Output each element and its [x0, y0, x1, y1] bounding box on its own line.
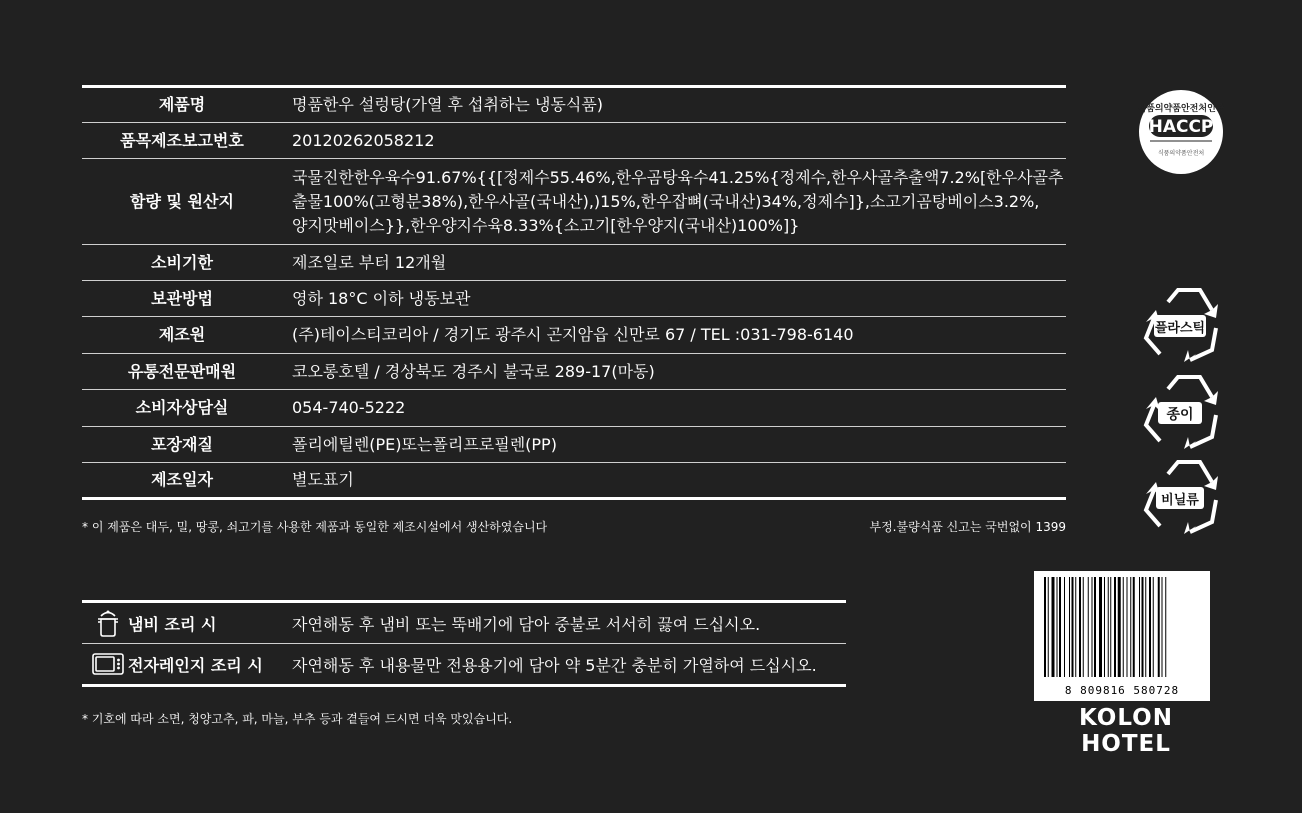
cooking-text: 자연해동 후 내용물만 전용용기에 담아 약 5분간 충분히 가열하여 드십시오. [292, 655, 817, 675]
barcode-bar [1075, 577, 1076, 677]
barcode-bar [1052, 577, 1055, 677]
barcode-bar [1130, 577, 1131, 677]
barcode [1034, 571, 1210, 701]
haccp-top-text: 식품의약품안전처인증 [1137, 104, 1225, 114]
microwave-icon [88, 644, 128, 684]
allergy-note: * 이 제품은 대두, 밀, 땅콩, 쇠고기를 사용한 제품과 동일한 제조시설에서 생산하였습니다 [82, 520, 548, 534]
info-value: 명품한우 설렁탕(가열 후 섭취하는 냉동식품) [282, 87, 1066, 123]
barcode-bar [1088, 577, 1089, 677]
barcode-bar [1127, 577, 1128, 677]
barcode-bar [1153, 577, 1154, 677]
info-value [282, 159, 1066, 245]
barcode-bar [1108, 577, 1109, 677]
info-value: 영하 18°C 이하 냉동보관 [282, 281, 1066, 317]
info-value-line: 출물100%(고형분38%),한우사골(국내산),)15%,한우잡뼈(국내산)34%,정제수]},소고기곰탕베이스3.2%, [292, 191, 1040, 211]
barcode-bar [1092, 577, 1093, 677]
brand-logo: KOLON HOTEL [1079, 705, 1173, 757]
info-value: 코오롱호텔 / 경상북도 경주시 불국로 289-17(마동) [282, 354, 1066, 390]
barcode-bar [1142, 577, 1144, 677]
info-row [82, 354, 1066, 390]
cooking-instructions [82, 600, 846, 687]
serving-note: * 기호에 따라 소면, 청양고추, 파, 마늘, 부추 등과 곁들여 드시면 더욱 맛있습니다. [82, 712, 513, 726]
barcode-bar [1064, 577, 1065, 677]
pot-icon [88, 603, 128, 643]
info-label: 제조일자 [151, 470, 213, 489]
barcode-bar [1110, 577, 1111, 677]
cooking-text: 자연해동 후 냄비 또는 뚝배기에 담아 중불로 서서히 끓여 드십시오. [292, 614, 761, 634]
barcode-bar [1094, 577, 1096, 677]
barcode-bar [1162, 577, 1163, 677]
info-row [82, 317, 1066, 354]
info-label: 유통전문판매원 [82, 354, 282, 390]
info-label: 함량 및 원산지 [82, 159, 282, 245]
barcode-bar [1145, 577, 1146, 677]
report-hotline-note: 부정.불량식품 신고는 국번없이 1399 [869, 520, 1066, 534]
info-row [82, 123, 1066, 159]
info-value: 20120262058212 [282, 123, 1066, 159]
info-row [82, 281, 1066, 317]
recycle-plastic-icon [1140, 288, 1220, 364]
barcode-bar [1114, 577, 1116, 677]
recycle-paper-icon [1140, 375, 1220, 451]
info-value-line: 양지맛베이스}},한우양지수육8.33%{소고기[한우양지(국내산)100%]} [292, 215, 800, 235]
info-row [82, 245, 1066, 281]
haccp-logo [1136, 87, 1226, 177]
barcode-bar [1123, 577, 1124, 677]
info-label: 품목제조보고번호 [82, 123, 282, 159]
barcode-bars [1034, 571, 1210, 683]
haccp-main-text: HACCP [1148, 117, 1214, 137]
info-value-line: 국물진한한우육수91.67%{{[정제수55.46%,한우곰탕육수41.25%{정제수,한우사골추출액7.2%[한우사골추 [292, 167, 1064, 187]
barcode-bar [1165, 577, 1166, 677]
recycle-label: 종이 [1166, 407, 1194, 423]
info-value: 별도표기 [292, 470, 354, 489]
barcode-bar [1057, 577, 1058, 677]
info-label: 제조원 [82, 317, 282, 354]
barcode-bar [1133, 577, 1135, 677]
info-value: (주)테이스티코리아 / 경기도 광주시 곤지암읍 신만로 67 / TEL :031-798-6140 [282, 317, 1066, 354]
recycle-vinyl-icon [1140, 460, 1220, 536]
barcode-bar [1158, 577, 1160, 677]
barcode-bar [1104, 577, 1105, 677]
info-row [82, 427, 1066, 463]
barcode-bar [1069, 577, 1070, 677]
barcode-bar [1059, 577, 1061, 677]
barcode-number: 8 809816 580728 [1064, 684, 1180, 697]
barcode-bar [1044, 577, 1046, 677]
cooking-label: 냄비 조리 시 [128, 614, 217, 634]
barcode-bar [1139, 577, 1140, 677]
info-row [82, 390, 1066, 427]
info-value: 폴리에틸렌(PE)또는폴리프로필렌(PP) [282, 427, 1066, 463]
info-row [82, 87, 1066, 123]
barcode-bar [1072, 577, 1074, 677]
barcode-bar [1118, 577, 1121, 677]
barcode-bar [1083, 577, 1084, 677]
haccp-bottom-text: 식품의약품안전처 [1157, 150, 1205, 157]
cooking-row-pot [82, 603, 846, 643]
info-label: 제품명 [82, 87, 282, 123]
info-row [82, 463, 1066, 499]
info-label: 포장재질 [82, 427, 282, 463]
info-label: 보관방법 [82, 281, 282, 317]
barcode-bar [1048, 577, 1049, 677]
info-label: 소비자상담실 [82, 390, 282, 427]
product-info-table [82, 85, 1066, 500]
info-label: 소비기한 [82, 245, 282, 281]
info-value: 054-740-5222 [282, 390, 1066, 427]
barcode-bar [1149, 577, 1151, 677]
recycle-label: 비닐류 [1161, 493, 1199, 508]
info-value: 제조일로 부터 12개월 [282, 245, 1066, 281]
recycle-label: 플라스틱 [1154, 321, 1206, 336]
info-row [82, 159, 1066, 245]
barcode-bar [1079, 577, 1081, 677]
cooking-label: 전자레인지 조리 시 [128, 655, 263, 675]
barcode-bar [1099, 577, 1102, 677]
cooking-row-microwave [82, 643, 846, 684]
